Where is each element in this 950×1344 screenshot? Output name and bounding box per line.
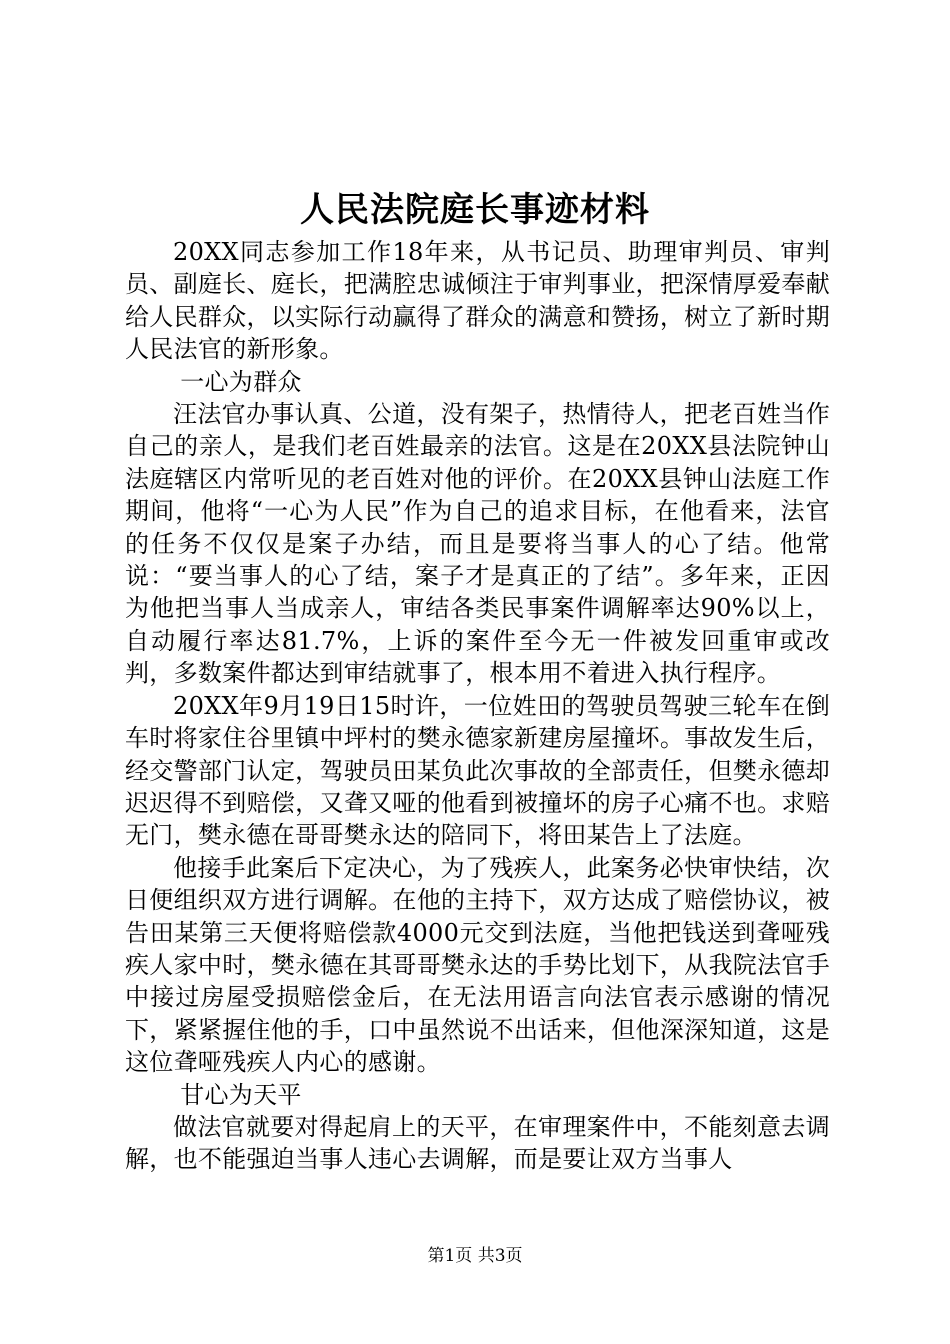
paragraph-intro: 20XX同志参加工作18年来，从书记员、助理审判员、审判员、副庭长、庭长，把满腔忠诚倾注于审判事业，把深情厚爱奉献给人民群众，以实际行动赢得了群众的满意和赞扬，树立了新时期人民法官的新形象。 bbox=[125, 238, 830, 364]
paragraph-scales: 做法官就要对得起肩上的天平，在审理案件中，不能刻意去调解，也不能强迫当事人违心去调解，而是要让双方当事人 bbox=[125, 1112, 830, 1174]
paragraph-evaluation: 汪法官办事认真、公道，没有架子，热情待人，把老百姓当作自己的亲人，是我们老百姓最亲的法官。这是在20XX县法院钟山法庭辖区内常听见的老百姓对他的评价。在20XX县钟山法庭工作期间，他将“一心为人民”作为自己的追求目标，在他看来，法官的任务不仅仅是案子办结，而且是要将当事人的心了结。他常说：“要当事人的心了结，案子才是真正的了结”。多年来，正因为他把当事人当成亲人，审结各类民事案件调解率达90%以上，自动履行率达81.7%，上诉的案件至今无一件被发回重审或改判，多数案件都达到审结就事了，根本用不着进入执行程序。 bbox=[125, 400, 830, 688]
paragraph-accident-case: 20XX年9月19日15时许，一位姓田的驾驶员驾驶三轮车在倒车时将家住谷里镇中坪村的樊永德家新建房屋撞坏。事故发生后，经交警部门认定，驾驶员田某负此次事故的全部责任，但樊永德却迟迟得不到赔偿，又聋又哑的他看到被撞坏的房子心痛不也。求赔无门，樊永德在哥哥樊永达的陪同下，将田某告上了法庭。 bbox=[125, 691, 830, 850]
page-number-footer: 第1页 共3页 bbox=[427, 1246, 523, 1266]
paragraph-case-resolution: 他接手此案后下定决心，为了残疾人，此案务必快审快结，次日便组织双方进行调解。在他的主持下，双方达成了赔偿协议，被告田某第三天便将赔偿款4000元交到法庭，当他把钱送到聋哑残疾人家中时，樊永德在其哥哥樊永达的手势比划下，从我院法官手中接过房屋受损赔偿金后，在无法用语言向法官表示感谢的情况下，紧紧握住他的手，口中虽然说不出话来，但他深深知道，这是这位聋哑残疾人内心的感谢。 bbox=[125, 853, 830, 1077]
section-heading-2: 甘心为天平 bbox=[180, 1080, 302, 1109]
document-body bbox=[125, 236, 830, 1176]
section-heading-1: 一心为群众 bbox=[180, 367, 302, 396]
document-title: 人民法院庭长事迹材料 bbox=[300, 190, 650, 230]
